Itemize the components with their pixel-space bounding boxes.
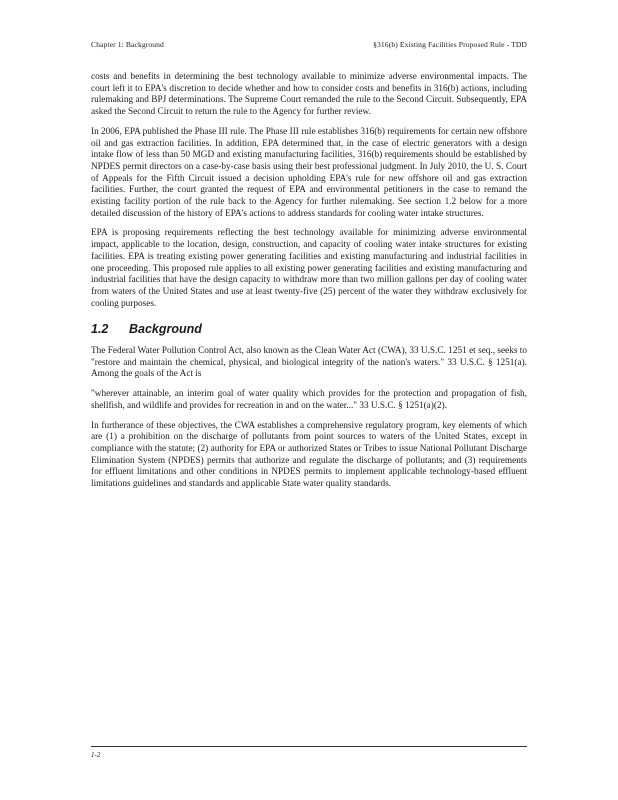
section-title: Background (129, 322, 202, 337)
paragraph-cwa: The Federal Water Pollution Control Act, also known as the Clean Water Act (CWA), 33 U.S.C. 1251 et seq., seeks to "restore and maintain the chemical, physical, and biological integrity of the nation's waters." 33 U.S.C. § 1251(a). Among the goals of the Act is (91, 346, 527, 380)
header-document-title: §316(b) Existing Facilities Proposed Rule - TDD (373, 40, 527, 49)
page-number: 1-2 (91, 751, 101, 759)
body-text (91, 72, 527, 499)
section-number: 1.2 (91, 322, 109, 337)
running-header (91, 40, 527, 49)
section-heading (91, 324, 527, 336)
paragraph-costs-benefits: costs and benefits in determining the best technology available to minimize adverse environmental impacts. The court left it to EPA's discretion to decide whether and how to consider costs and benefits in 316(b) actions, including rulemaking and BPJ determinations. The Supreme Court remanded the rule to the Second Circuit. Subsequently, EPA asked the Second Circuit to return the rule to the Agency for further review. (91, 72, 527, 118)
paragraph-phase-three: In 2006, EPA published the Phase III rule. The Phase III rule establishes 316(b) requirements for certain new offshore oil and gas extraction facilities. In addition, EPA determined that, in the case of electric generators with a design intake flow of less than 50 MGD and existing manufacturing facilities, 316(b) requirements should be established by NPDES permit directors on a case-by-case basis using their best professional judgment. In July 2010, the U. S. Court of Appeals for the Fifth Circuit issued a decision upholding EPA's rule for new offshore oil and gas extraction facilities. Further, the court granted the request of EPA and environmental petitioners in the case to remand the existing facility portion of the rule back to the Agency for further rulemaking. See section 1.2 below for a more detailed discussion of the history of EPA's actions to address standards for cooling water intake structures. (91, 126, 527, 219)
header-chapter: Chapter 1: Background (91, 40, 164, 49)
paragraph-proposal: EPA is proposing requirements reflecting the best technology available for minimizing adverse environmental impact, applicable to the location, design, construction, and capacity of cooling water intake structures for existing facilities. EPA is treating existing power generating facilities and existing manufacturing and industrial facilities in one proceeding. This proposed rule applies to all existing power generating facilities and existing manufacturing and industrial facilities that have the design capacity to withdraw more than two million gallons per day of cooling water from waters of the United States and use at least twenty-five (25) percent of the water they withdraw exclusively for cooling purposes. (91, 228, 527, 309)
block-quote: "wherever attainable, an interim goal of water quality which provides for the protection and propagation of fish, shellfish, and wildlife and provides for recreation in and on the water..." 33 U.S.C. § 1251(a)(2). (91, 389, 527, 411)
footer-divider (91, 746, 527, 747)
paragraph-furtherance: In furtherance of these objectives, the CWA establishes a comprehensive regulatory program, key elements of which are (1) a prohibition on the discharge of pollutants from point sources to waters of the United States, except in compliance with the statute; (2) authority for EPA or authorized States or Tribes to issue National Pollutant Discharge Elimination System (NPDES) permits that authorize and regulate the discharge of pollutants; and (3) requirements for effluent limitations and other conditions in NPDES permits to implement applicable technology-based effluent limitations guidelines and standards and applicable State water quality standards. (91, 420, 527, 490)
